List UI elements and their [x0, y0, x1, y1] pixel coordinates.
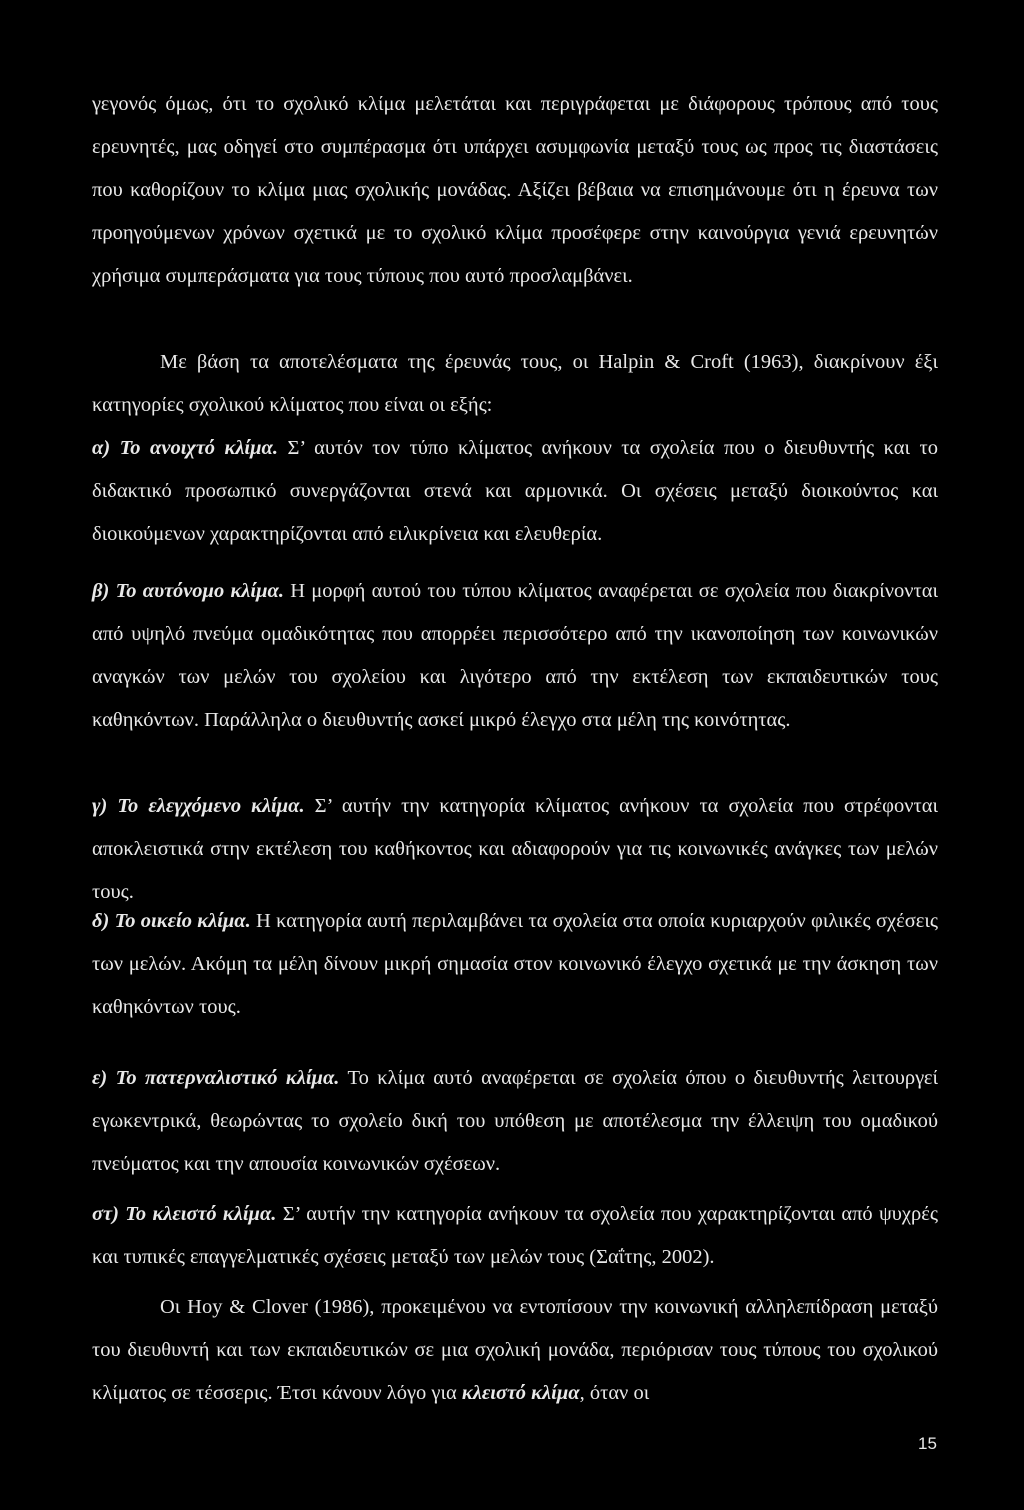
category-familiar-climate [92, 900, 938, 1029]
paragraph-halpin-croft: Με βάση τα αποτελέσματα της έρευνάς τους, οι Halpin & Croft (1963), διακρίνουν έξι κατηγορίες σχολικού κλίματος που είναι οι εξής: [92, 351, 938, 416]
category-label: ε) Το πατερναλιστικό κλίμα. [92, 1067, 340, 1089]
paragraph-text: Οι Hoy & Clover (1986), προκειμένου να εντοπίσουν την κοινωνική αλληλεπίδραση μεταξύ του διευθυντή και των εκπαιδευτικών σε μια σχολική μονάδα, περιόρισαν τους τύπους του σχολικού κλίματος σε τέσσερις. Έτσι κάνουν λόγο για [92, 1296, 938, 1404]
category-text: Σ’ αυτόν τον τύπο κλίματος ανήκουν τα σχολεία που ο διευθυντής και το διδακτικό προσωπικό συνεργάζονται στενά και αρμονικά. Οι σχέσεις μεταξύ διοικούντος και διοικούμενων χαρακτηρίζονται από ειλικρίνεια και ελευθερία. [92, 437, 938, 545]
category-label: δ) Το οικείο κλίμα. [92, 910, 251, 932]
paragraph-hoy-clover [92, 1286, 938, 1415]
paragraph-text-end: , όταν οι [579, 1382, 650, 1404]
category-autonomous-climate [92, 570, 938, 742]
category-open-climate [92, 427, 938, 556]
page-number: 15 [918, 1434, 937, 1453]
paragraph-intro: γεγονός όμως, ότι το σχολικό κλίμα μελετάται και περιγράφεται με διάφορους τρόπους από τους ερευνητές, μας οδηγεί στο συμπέρασμα ότι υπάρχει ασυμφωνία μεταξύ τους ως προς τις διαστάσεις που καθορίζουν το κλίμα μιας σχολικής μονάδας. Αξίζει βέβαια να επισημάνουμε ότι η έρευνα των προηγούμενων χρόνων σχετικά με το σχολικό κλίμα προσέφερε στην καινούργια γενιά ερευνητών χρήσιμα συμπεράσματα για τους τύπους που αυτό προσλαμβάνει. [92, 93, 938, 287]
category-text: Το κλίμα αυτό αναφέρεται σε σχολεία όπου ο διευθυντής λειτουργεί εγωκεντρικά, θεωρώντας το σχολείο δική του υπόθεση με αποτέλεσμα την έλλειψη του ομαδικού πνεύματος και την απουσία κοινωνικών σχέσεων. [92, 1067, 938, 1175]
emphasis-text: κλειστό κλίμα [461, 1382, 580, 1404]
category-closed-climate [92, 1193, 938, 1279]
category-text: Η κατηγορία αυτή περιλαμβάνει τα σχολεία στα οποία κυριαρχούν φιλικές σχέσεις των μελών. Ακόμη τα μέλη δίνουν μικρή σημασία στον κοινωνικό έλεγχο σχετικά με την άσκηση των καθηκόντων τους. [92, 910, 938, 1018]
category-label: στ) Το κλειστό κλίμα. [92, 1203, 277, 1225]
category-text: Σ’ αυτήν την κατηγορία ανήκουν τα σχολεία που χαρακτηρίζονται από ψυχρές και τυπικές επαγγελματικές σχέσεις μεταξύ των μελών τους (Σαΐτης, 2002). [92, 1203, 938, 1268]
category-paternal-climate [92, 1057, 938, 1186]
category-label: β) Το αυτόνομο κλίμα. [92, 580, 284, 602]
category-label: α) Το ανοιχτό κλίμα. [92, 437, 278, 459]
category-label: γ) Το ελεγχόμενο κλίμα. [92, 795, 305, 817]
category-text: Σ’ αυτήν την κατηγορία κλίματος ανήκουν τα σχολεία που στρέφονται αποκλειστικά στην εκτέλεση του καθήκοντος και αδιαφορούν για τις κοινωνικές ανάγκες των μελών τους. [92, 795, 938, 903]
category-controlled-climate [92, 785, 938, 914]
category-text: Η μορφή αυτού του τύπου κλίματος αναφέρεται σε σχολεία που διακρίνονται από υψηλό πνεύμα ομαδικότητας που απορρέει περισσότερο από την ικανοποίηση των κοινωνικών αναγκών των μελών του σχολείου και λιγότερο από την εκτέλεση των εκπαιδευτικών τους καθηκόντων. Παράλληλα ο διευθυντής ασκεί μικρό έλεγχο στα μέλη της κοινότητας. [92, 580, 938, 731]
